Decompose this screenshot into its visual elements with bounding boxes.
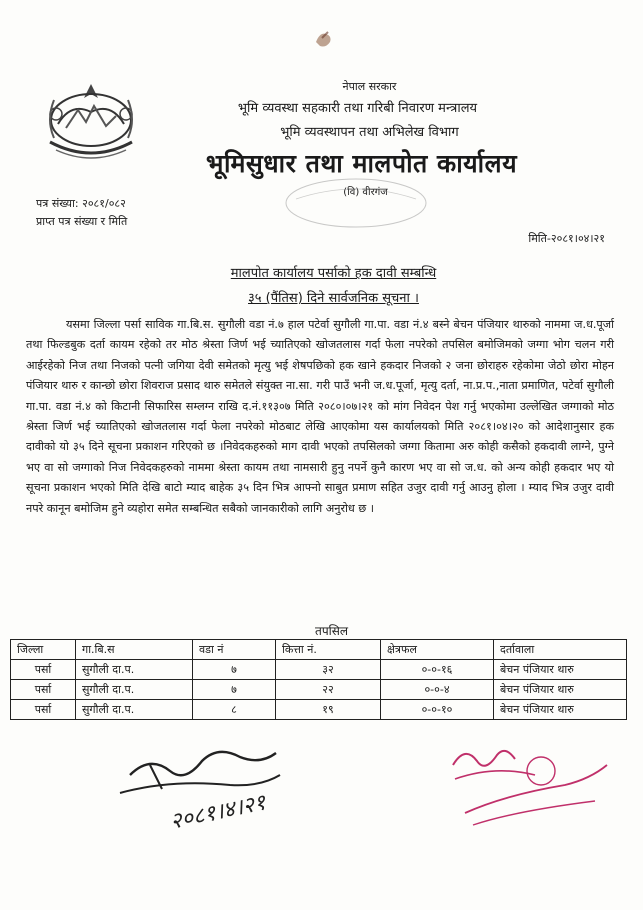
cell-area: ०-०-१६ xyxy=(381,660,494,680)
table-header-row xyxy=(11,640,627,660)
notice-title: मालपोत कार्यालय पर्साको हक दावी सम्बन्धि xyxy=(230,266,437,281)
cell-district: पर्सा xyxy=(11,660,76,680)
official-signature xyxy=(110,735,290,845)
table-row xyxy=(11,660,627,680)
received-letter-number: प्राप्त पत्र संख्या र मिति xyxy=(36,215,128,228)
table-row xyxy=(11,680,627,700)
signature-date: २०८१।४।२१ xyxy=(168,790,268,835)
cell-plot-no: २२ xyxy=(276,680,381,700)
col-area: क्षेत्रफल xyxy=(381,640,494,660)
stamp-signature xyxy=(445,735,615,835)
cell-ward: ७ xyxy=(193,680,276,700)
notice-subtitle: ३५ (पैंतिस) दिने सार्वजनिक सूचना । xyxy=(248,291,419,306)
cell-owner: बेचन पंजियार थारु xyxy=(494,680,627,700)
office-place: (वि) वीरगंज xyxy=(343,187,388,198)
cell-vdc: सुगौली दा.प. xyxy=(76,680,193,700)
cell-area: ०-०-४ xyxy=(381,680,494,700)
letter-number: पत्र संख्या: २०८१/०८२ xyxy=(36,197,126,210)
office-stamp xyxy=(256,175,456,230)
cell-plot-no: ३२ xyxy=(276,660,381,680)
cell-owner: बेचन पंजियार थारु xyxy=(494,700,627,720)
department-name: भूमि व्यवस्थापन तथा अभिलेख विभाग xyxy=(280,125,459,140)
cell-ward: ८ xyxy=(193,700,276,720)
col-ward: वडा नं xyxy=(193,640,276,660)
cell-vdc: सुगौली दा.प. xyxy=(76,700,193,720)
table-row xyxy=(11,700,627,720)
table-caption: तपसिल xyxy=(314,624,348,638)
land-parcel-table xyxy=(10,639,627,720)
cell-owner: बेचन पंजियार थारु xyxy=(494,660,627,680)
col-plot-no: कित्ता नं. xyxy=(276,640,381,660)
office-name: भूमिसुधार तथा मालपोत कार्यालय xyxy=(205,149,518,178)
cell-district: पर्सा xyxy=(11,700,76,720)
cell-area: ०-०-१० xyxy=(381,700,494,720)
ink-smear-mark xyxy=(312,28,336,50)
col-district: जिल्ला xyxy=(11,640,76,660)
government-name: नेपाल सरकार xyxy=(342,80,397,93)
cell-vdc: सुगौली दा.प. xyxy=(76,660,193,680)
notice-date: मिति-२०८१।०४।२१ xyxy=(528,232,605,245)
ministry-name: भूमि व्यवस्था सहकारी तथा गरिबी निवारण मन्त्रालय xyxy=(237,101,478,116)
cell-plot-no: १९ xyxy=(276,700,381,720)
notice-body: यसमा जिल्ला पर्सा साविक गा.बि.स. सुगौली वडा नं.७ हाल पटेर्वा सुगौली गा.पा. वडा नं.४ बस्ने बेचन पंजियार थारुको नाममा ज.ध.पूर्जा तथा फिल्डबुक दर्ता कायम रहेको तर मोठ श्रेस्ता जिर्ण भई च्यातिएको खोजतलास गर्दा फेला नपरेको तपसिल बमोजिमको जग्गा भोग चलन गरी आईरहेको निज तथा निजको पत्नी जगिया देवी समेतको मृत्यु भई शेषपछिको हक खाने हकदार निजको २ जना छोराहरु रहेकोमा जेठो छोरा मोहन पंजियार थारु र कान्छो छोरा शिवराज प्रसाद थारु समेतले संयुक्त ना.सा. गरी पाउँ भनी ज.ध.पूर्जा, मृत्यु दर्ता, ना.प्र.प.,नाता प्रमाणित, पटेर्वा सुगौली गा.पा. वडा नं.४ को किटानी सिफारिस सम्लग्न राखि द.नं.११३०७ मिति २०८०।०७।२१ को मांग निवेदन पेश गर्नु भएकोमा उल्लेखित जग्गाको मोठ श्रेस्ता जिर्ण भई च्यातिएको खोजतलास गर्दा फेला नपरेको मोठबाट लेखि आएकोमा यस कार्यालयको मिति २०८१।०४।२० को आदेशानुसार हक दावीको यो ३५ दिने सूचना प्रकाशन गरिएको छ ।निवेदकहरुको माग दावी भएको तपसिलको जग्गा कितामा अरु कोही कसैको हकदावी लाग्ने, पुग्ने भए वा सो जग्गाको निज निवेदकहरुको नाममा श्रेस्ता कायम तथा नामसारी हुनु नपर्ने कुनै कारण भए वा सो ज.ध. को अन्य कोही हकदार भए यो सूचना प्रकाशन भएको मिति देखि बाटो म्याद बाहेक ३५ दिन भित्र आफ्नो साबुत प्रमाण सहित उजुर दावी गर्नु आउनु होला । म्याद भित्र उजुर दावी नपरे कानून बमोजिम हुने व्यहोरा समेत सम्बन्धित सबैको जानकारीको लागि अनुरोध छ । xyxy=(26,318,614,515)
cell-ward: ७ xyxy=(193,660,276,680)
cell-district: पर्सा xyxy=(11,680,76,700)
col-vdc: गा.बि.स xyxy=(76,640,193,660)
col-registered-owner: दर्तावाला xyxy=(494,640,627,660)
